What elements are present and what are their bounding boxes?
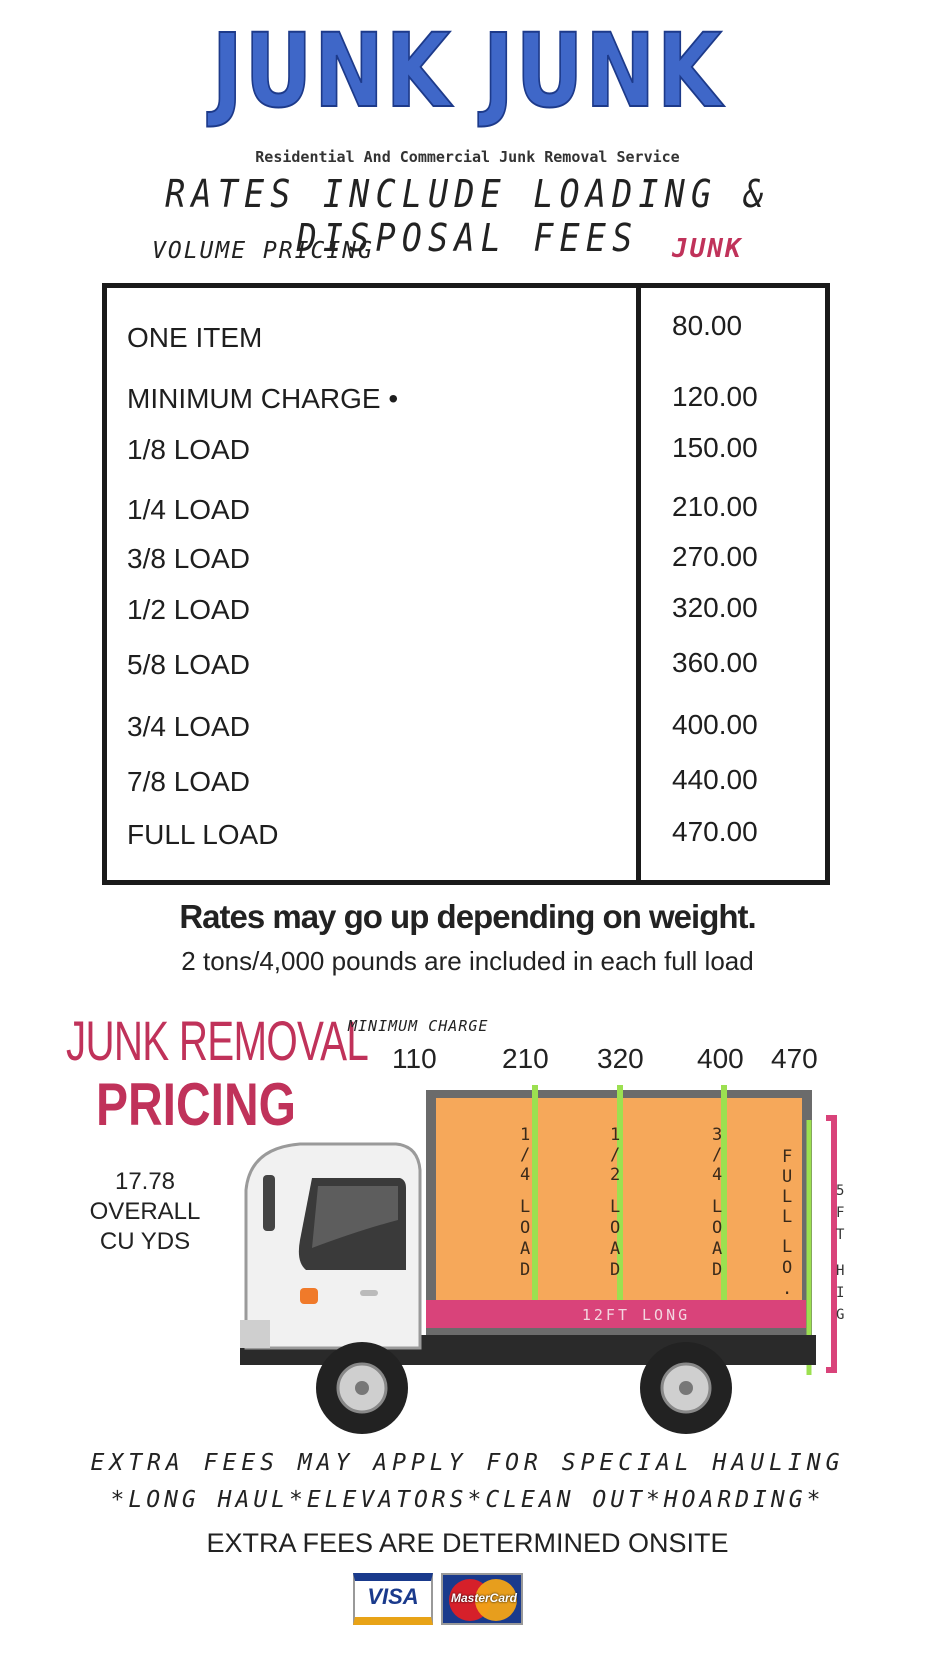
tick-label: 470 (771, 1043, 818, 1074)
table-row-label: 1/4 LOAD (127, 494, 250, 525)
table-row-price: 400.00 (672, 709, 758, 740)
included-note: 2 tons/4,000 pounds are included in each full load (181, 946, 754, 976)
table-row-label: 5/8 LOAD (127, 649, 250, 680)
tick-label: 320 (597, 1043, 644, 1074)
capacity-line-overall: OVERALL (89, 1198, 201, 1225)
indicator-light (300, 1288, 318, 1304)
rates-headline: RATES INCLUDE LOADING & DISPOSAL FEES (165, 172, 770, 260)
length-label: 12FT LONG (581, 1306, 691, 1324)
volume-pricing-label: VOLUME PRICING (152, 238, 374, 264)
table-row-label: 3/8 LOAD (127, 543, 250, 574)
table-row-price: 440.00 (672, 764, 758, 795)
bumper (240, 1320, 270, 1348)
extra-fees-line: EXTRA FEES MAY APPLY FOR SPECIAL HAULING (90, 1450, 845, 1476)
table-row-price: 360.00 (672, 647, 758, 678)
extra-fees-onsite: EXTRA FEES ARE DETERMINED ONSITE (206, 1528, 729, 1558)
mastercard-icon (441, 1573, 523, 1625)
visa-card-icon: VISA (353, 1573, 433, 1625)
table-row-price: 210.00 (672, 491, 758, 522)
weight-note: Rates may go up depending on weight. (179, 898, 756, 935)
table-row-label: 3/4 LOAD (127, 711, 250, 742)
tick-label: 400 (697, 1043, 744, 1074)
tick-label: 110 (392, 1043, 437, 1074)
table-row-label: ONE ITEM (127, 322, 263, 353)
table-row-label: 1/2 LOAD (127, 594, 250, 625)
capacity-line-cuyds: CU YDS (99, 1228, 191, 1255)
minimum-charge-label: MINIMUM CHARGE (348, 1017, 489, 1035)
table-row-price: 270.00 (672, 541, 758, 572)
capacity-value: 17.78 (114, 1168, 176, 1195)
door-handle (360, 1290, 378, 1296)
junk-column-label: JUNK (672, 234, 743, 264)
table-row-label: 1/8 LOAD (127, 434, 250, 465)
logo: JUNK JUNK (211, 12, 724, 131)
mastercard-label: MasterCard (450, 1591, 518, 1605)
extra-fees-examples: *LONG HAUL*ELEVATORS*CLEAN OUT*HOARDING* (110, 1487, 825, 1513)
pricing-title: PRICING (96, 1071, 297, 1138)
table-row-price: 150.00 (672, 432, 758, 463)
segment-label-half: 1 / 2 L O A D (610, 1125, 621, 1280)
segment-label-quarter: 1 / 4 L O A D (520, 1125, 531, 1280)
junk-removal-title: JUNK REMOVAL (66, 1009, 369, 1072)
height-bracket (826, 1118, 834, 1370)
table-row-price: 120.00 (672, 381, 758, 412)
segment-label-full: F U L L L O . (782, 1147, 793, 1299)
table-row-label: MINIMUM CHARGE • (127, 383, 399, 414)
mirror (263, 1175, 275, 1231)
height-label: 5 F T H I G (836, 1183, 845, 1323)
table-row-label: FULL LOAD (127, 819, 279, 850)
table-row-price: 320.00 (672, 592, 758, 623)
table-row-label: 7/8 LOAD (127, 766, 250, 797)
tick-label: 210 (502, 1043, 549, 1074)
table-row-price: 80.00 (672, 310, 743, 341)
segment-label-three-quarter: 3 / 4 L O A D (712, 1125, 723, 1280)
subtitle: Residential And Commercial Junk Removal Service (255, 148, 680, 166)
table-row-price: 470.00 (672, 816, 758, 847)
